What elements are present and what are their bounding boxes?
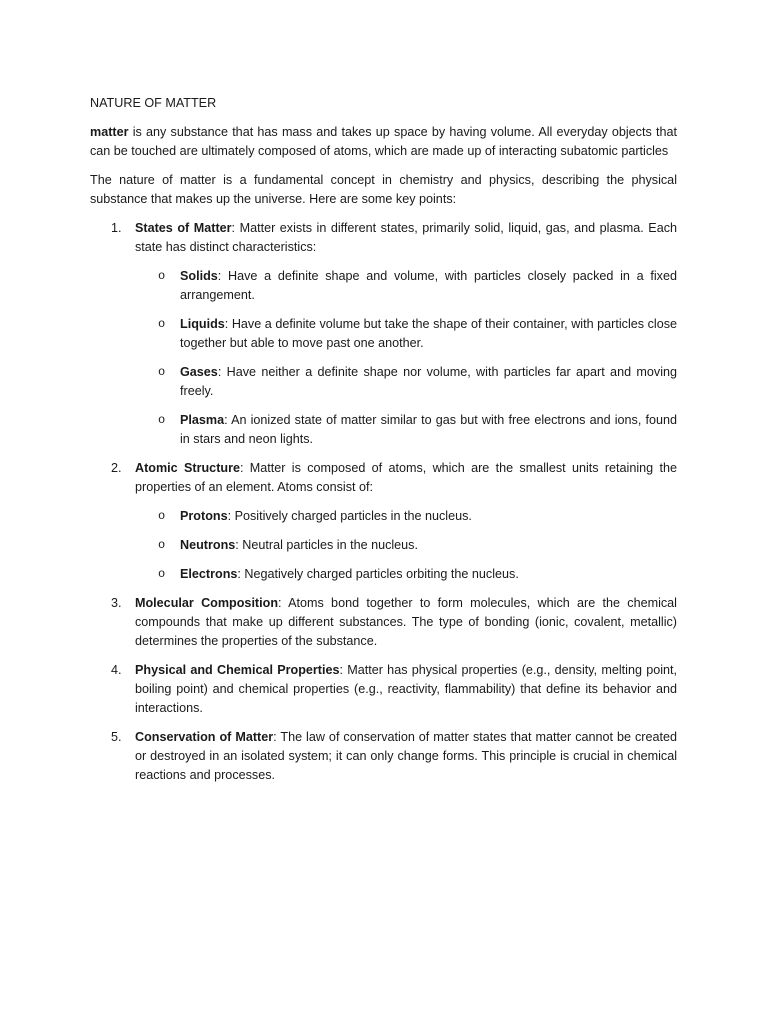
bullet-icon: o bbox=[158, 317, 166, 331]
sub-item-heading: Neutrons bbox=[180, 538, 236, 552]
point-text: : Matter exists in different states, primarily solid, liquid, gas, and plasma. Each state has distinct characteristics: bbox=[135, 221, 677, 254]
bullet-icon: o bbox=[158, 509, 166, 523]
list-number: 4. bbox=[111, 663, 122, 677]
point-text: : Matter is composed of atoms, which are the smallest units retaining the properties of an element. Atoms consist of: bbox=[135, 461, 677, 494]
sub-item-heading: Liquids bbox=[180, 317, 225, 331]
key-point-states-of-matter bbox=[90, 219, 677, 449]
point-text: : Matter has physical properties (e.g., density, melting point, boiling point) and chemical properties (e.g., reactivity, flammability) that define its behavior and interactions. bbox=[135, 663, 678, 715]
bullet-icon: o bbox=[158, 413, 166, 427]
sub-item-heading: Gases bbox=[180, 365, 218, 379]
sub-item-solids bbox=[135, 267, 677, 305]
intro-text: is any substance that has mass and takes up space by having volume. All everyday objects that can be touched are ultimately composed of atoms, which are made up of interacting subatomic particles bbox=[90, 125, 677, 158]
nature-paragraph: The nature of matter is a fundamental concept in chemistry and physics, describing the physical substance that makes up the universe. Here are some key points: bbox=[90, 173, 677, 206]
sub-item-gases bbox=[135, 363, 677, 401]
point-heading: Conservation of Matter bbox=[135, 730, 274, 744]
point-heading: Atomic Structure bbox=[135, 461, 240, 475]
key-point-molecular-composition bbox=[90, 594, 677, 651]
sub-item-liquids bbox=[135, 315, 677, 353]
bullet-icon: o bbox=[158, 365, 166, 379]
sub-item-text: : Neutral particles in the nucleus. bbox=[235, 538, 418, 552]
sub-item-text: : Positively charged particles in the nucleus. bbox=[227, 509, 472, 523]
intro-paragraph bbox=[90, 123, 677, 161]
point-text: : Atoms bond together to form molecules, which are the chemical compounds that make up different substances. The type of bonding (ionic, covalent, metallic) determines the properties of the substance. bbox=[135, 596, 677, 648]
point-text: : The law of conservation of matter states that matter cannot be created or destroyed in an isolated system; it can only change forms. This principle is crucial in chemical reactions and processes. bbox=[135, 730, 677, 782]
sub-item-protons bbox=[135, 507, 677, 526]
atom-parts-sublist bbox=[135, 507, 677, 584]
key-point-atomic-structure bbox=[90, 459, 677, 584]
bullet-icon: o bbox=[158, 538, 166, 552]
sub-item-text: : Negatively charged particles orbiting the nucleus. bbox=[237, 567, 519, 581]
sub-item-plasma bbox=[135, 411, 677, 449]
document-title: NATURE OF MATTER bbox=[90, 96, 217, 110]
sub-item-neutrons bbox=[135, 536, 677, 555]
key-point-conservation-of-matter bbox=[90, 728, 677, 785]
point-heading: Molecular Composition bbox=[135, 596, 279, 610]
sub-item-heading: Protons bbox=[180, 509, 228, 523]
list-number: 5. bbox=[111, 730, 122, 744]
sub-item-text: : Have a definite shape and volume, with particles closely packed in a fixed arrangement. bbox=[180, 269, 677, 302]
bullet-icon: o bbox=[158, 567, 166, 581]
states-sublist bbox=[135, 267, 677, 449]
intro-term: matter bbox=[90, 125, 129, 139]
bullet-icon: o bbox=[158, 269, 166, 283]
list-number: 2. bbox=[111, 461, 122, 475]
key-points-list bbox=[90, 219, 677, 785]
key-point-physical-chemical-properties bbox=[90, 661, 677, 718]
point-heading: States of Matter bbox=[135, 221, 232, 235]
sub-item-text: : An ionized state of matter similar to gas but with free electrons and ions, found in stars and neon lights. bbox=[180, 413, 677, 446]
list-number: 1. bbox=[111, 221, 122, 235]
sub-item-heading: Plasma bbox=[180, 413, 225, 427]
sub-item-heading: Electrons bbox=[180, 567, 238, 581]
list-number: 3. bbox=[111, 596, 122, 610]
point-heading: Physical and Chemical Properties bbox=[135, 663, 340, 677]
sub-item-electrons bbox=[135, 565, 677, 584]
sub-item-text: : Have a definite volume but take the shape of their container, with particles close together but able to move past one another. bbox=[180, 317, 677, 350]
sub-item-heading: Solids bbox=[180, 269, 218, 283]
sub-item-text: : Have neither a definite shape nor volume, with particles far apart and moving freely. bbox=[180, 365, 677, 398]
document-body bbox=[90, 94, 677, 795]
